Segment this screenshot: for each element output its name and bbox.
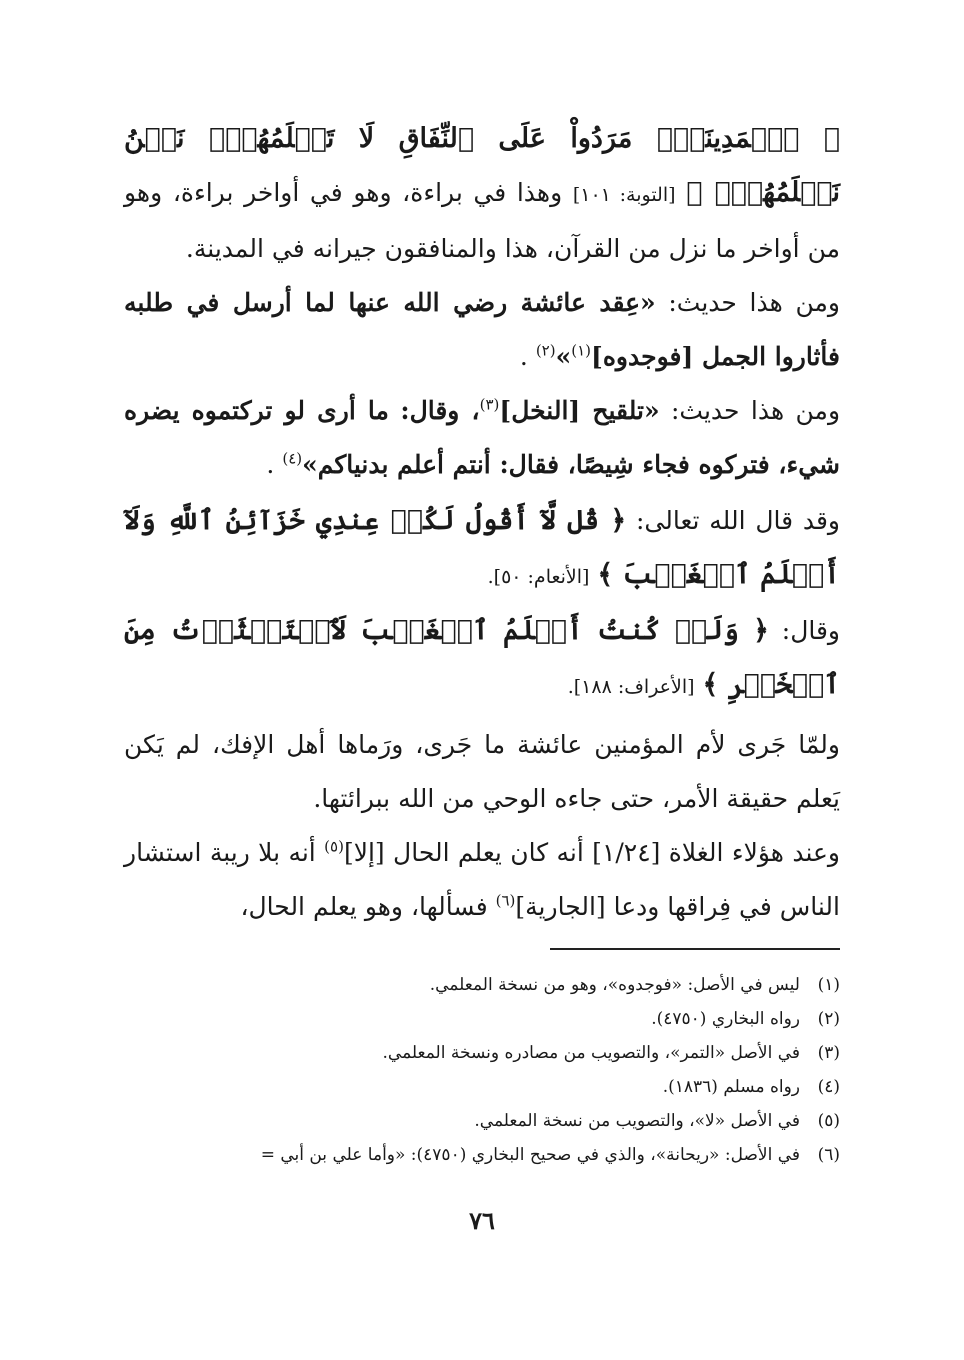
footnote-number: (٢) [817, 1009, 840, 1029]
footnote-text: رواه مسلم (١٨٣٦). [662, 1077, 800, 1097]
quran-verse: ﴿ قُل لَّآ أَقُولُ لَكُمۡ عِندِي خَزَآئِنُ ٱللَّهِ وَلَآ أَعۡلَمُ ٱلۡغَيۡبَ ﴾ [124, 505, 840, 590]
footnote-text: ليس في الأصل: «فوجدوه»، وهو من نسخة المعلمي. [429, 975, 800, 995]
footnote-number: (٤) [817, 1077, 840, 1097]
body-text: ولمّا جَرى لأم المؤمنين عائشة ما جَرى، ورَماها أهل الإفك، لم يَكن يَعلم حقيقة الأمر، حتى جاءه الوحي من الله ببرائتها. [124, 730, 840, 813]
body-text: وقد قال الله تعالى: [635, 506, 840, 535]
body-text: فسألها، وهو يعلم الحال، [240, 892, 488, 921]
paragraph-2 [124, 276, 840, 384]
paragraph-5 [124, 604, 840, 714]
paragraph-1 [124, 112, 840, 276]
quote-close: » [555, 342, 572, 371]
footnote-ref[interactable]: (١) [571, 341, 591, 360]
body-text: وقال: [781, 616, 840, 645]
hadith-text: ، وقال: [400, 396, 480, 425]
footnote-text: في الأصل «لا»، والتصويب من نسخة المعلمي. [474, 1111, 800, 1131]
paragraph-4 [124, 494, 840, 604]
body-text: ومن هذا حديث: [670, 396, 841, 425]
footnote-item [124, 1002, 840, 1036]
footnote-number: (٣) [817, 1043, 840, 1063]
body-text: أنه بلا ريبة استشار الناس في فِراقها ودعا [الجارية] [124, 838, 840, 921]
hadith-text: ما أرى لو تركتموه يضره شيء، فتركوه فجاء شِيصًا، فقال: أنتم أعلم بدنياكم» [124, 396, 840, 479]
hadith-text: «تلقيح [النخل] [499, 396, 660, 425]
footnote-ref[interactable]: (٤) [282, 449, 303, 468]
period: . [519, 342, 528, 371]
footnote-ref[interactable]: (٥) [324, 837, 344, 856]
page-number: ٧٦ [469, 1206, 495, 1235]
quran-verse: ﴿ ٱلۡمَدِينَةِۖ مَرَدُواْ عَلَى ٱلنِّفَاقِ لَا تَعۡلَمُهُمۡۖ نَحۡنُ نَعۡلَمُهُمۡۚ ﴾ [124, 123, 841, 208]
footnote-text: في الأصل: «ريحانة»، والذي في صحيح البخاري (٤٧٥٠): «وأما علي بن أبي = [260, 1145, 800, 1165]
footnote-ref[interactable]: (٣) [479, 395, 500, 414]
verse-reference: [الأنعام: ٥٠]. [487, 566, 590, 588]
period: . [266, 450, 275, 479]
body-text: وهذا في براءة، وهو في أواخر براءة، وهو من أواخر ما نزل من القرآن، هذا والمنافقون جيرانه في المدينة. [124, 178, 840, 263]
paragraph-3 [124, 384, 840, 492]
footnote-number: (٥) [817, 1111, 840, 1131]
footnote-divider [550, 948, 840, 950]
footnote-item [124, 1104, 840, 1138]
footnote-text: في الأصل «التمر»، والتصويب من مصادره ونسخة المعلمي. [382, 1043, 800, 1063]
footnote-number: (٦) [817, 1145, 840, 1165]
footnote-number: (١) [817, 975, 840, 995]
paragraph-7 [124, 826, 840, 934]
verse-reference: [الأعراف: ١٨٨]. [567, 676, 695, 698]
body-text: ومن هذا حديث: [668, 288, 840, 317]
footnote-item [124, 1138, 840, 1172]
verse-reference: [التوبة: ١٠١] [572, 184, 676, 206]
body-text: وعند هؤلاء الغلاة [١/٢٤] أنه كان يعلم الحال [إلا] [343, 838, 840, 867]
footnote-text: رواه البخاري (٤٧٥٠). [651, 1009, 800, 1029]
footnote-item [124, 1070, 840, 1104]
footnote-item [124, 1036, 840, 1070]
quran-verse: ﴿ وَلَوۡ كُنتُ أَعۡلَمُ ٱلۡغَيۡبَ لَٱسۡتَكۡثَرۡتُ مِنَ ٱلۡخَيۡرِ ﴾ [124, 615, 840, 700]
hadith-text: «عِقد عائشة رضي الله عنها لما أرسل في طلبه فأثاروا الجمل [فوجدوه] [124, 288, 840, 371]
paragraph-6 [124, 718, 840, 826]
footnotes [124, 968, 840, 1172]
footnote-ref[interactable]: (٦) [495, 891, 516, 910]
footnote-item [124, 968, 840, 1002]
footnote-ref[interactable]: (٢) [535, 341, 556, 360]
